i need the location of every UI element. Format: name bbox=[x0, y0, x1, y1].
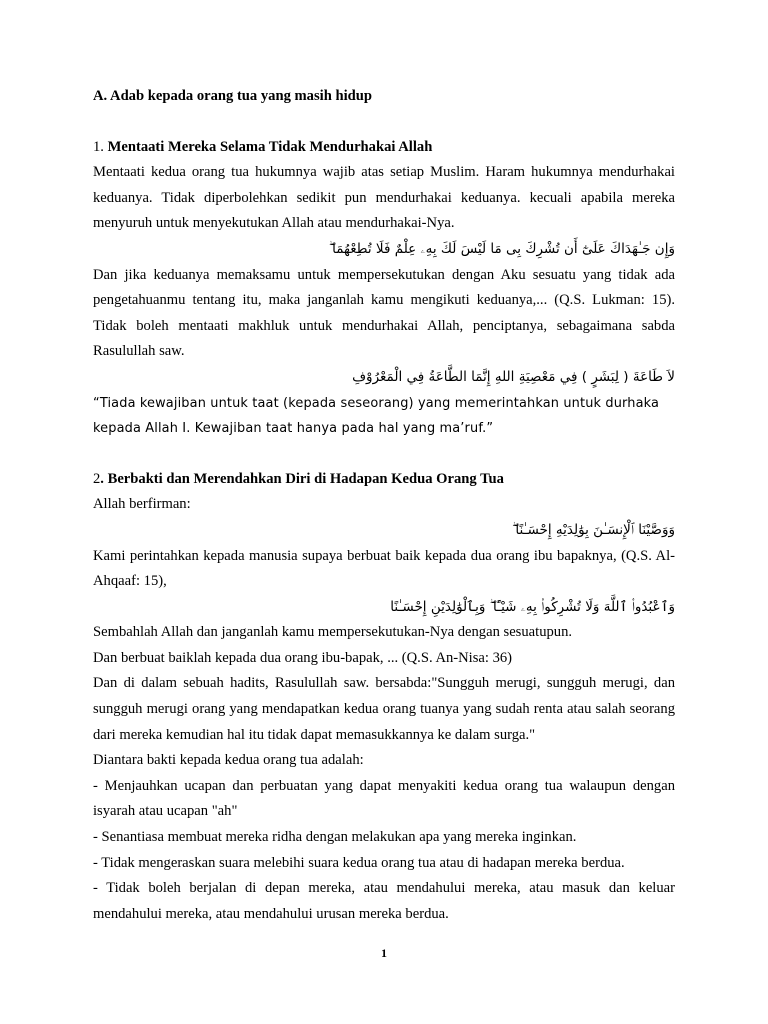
list-item: - Tidak mengeraskan suara melebihi suara kedua orang tua atau di hadapan mereka berdua. bbox=[93, 854, 625, 871]
point-2-title: . Berbakti dan Merendahkan Diri di Hadapan Kedua Orang Tua bbox=[100, 470, 504, 487]
point-2-line-1: Sembahlah Allah dan janganlah kamu mempersekutukan-Nya dengan sesuatupun. bbox=[93, 624, 573, 641]
point-1-number: 1. bbox=[93, 138, 108, 155]
point-2-intro: Allah berfirman: bbox=[93, 496, 191, 513]
arabic-hadith-1: لاَ طَاعَةَ ( لِبَشَرٍ ) فِي مَعْصِيَةِ اللهِ إِنَّمَا الطَّاعَةُ فِي الْمَعْرُوْفِ bbox=[352, 368, 675, 385]
page-number: 1 bbox=[381, 946, 387, 960]
point-1-paragraph-2: Dan jika keduanya memaksamu untuk mempersekutukan dengan Aku sesuatu yang tidak ada pengetahuanmu tentang itu, maka janganlah kamu mengikuti keduanya,... (Q.S. Lukman: 15). Tidak boleh mentaati makhluk untuk mendurhakai Allah, penciptanya, sebagaimana sabda Rasulullah saw. bbox=[93, 266, 675, 360]
document-page bbox=[93, 84, 675, 927]
section-title: A. Adab kepada orang tua yang masih hidup bbox=[93, 88, 372, 104]
point-2-heading bbox=[93, 467, 675, 493]
arabic-verse-2: وَوَصَّيْنَا ٱلْإِنسَـٰنَ بِوَٰلِدَيْهِ إِحْسَـٰنًا ۖ bbox=[511, 521, 675, 538]
list-item: - Senantiasa membuat mereka ridha dengan melakukan apa yang mereka inginkan. bbox=[93, 829, 577, 846]
point-1-heading bbox=[93, 135, 675, 161]
point-2-paragraph: Kami perintahkan kepada manusia supaya berbuat baik kepada dua orang ibu bapaknya, (Q.S. Al-Ahqaaf: 15), bbox=[93, 547, 675, 590]
arabic-verse-1: وَإِن جَـٰهَدَاكَ عَلَىٰٓ أَن تُشْرِكَ بِى مَا لَيْسَ لَكَ بِهِۦ عِلْمٌ فَلَا تُطِعْهُمَا ۖ bbox=[328, 240, 675, 257]
arabic-verse-3: وَٱعْبُدُوا۟ ٱللَّهَ وَلَا تُشْرِكُوا۟ بِهِۦ شَيْـًٔا ۖ وَبِٱلْوَٰلِدَيْنِ إِحْسَـٰنًا bbox=[390, 598, 675, 615]
list-item: - Menjauhkan ucapan dan perbuatan yang dapat menyakiti kedua orang tua walaupun dengan isyarah atau ucapan "ah" bbox=[93, 777, 675, 820]
hadith-translation-quote: “Tiada kewajiban untuk taat (kepada seseorang) yang memerintahkan untuk durhaka kepada Allah I. Kewajiban taat hanya pada hal yang ma’ruf.” bbox=[93, 395, 660, 437]
point-2-line-2: Dan berbuat baiklah kepada dua orang ibu-bapak, ... (Q.S. An-Nisa: 36) bbox=[93, 649, 513, 666]
list-item: - Tidak boleh berjalan di depan mereka, atau mendahului mereka, atau masuk dan keluar mendahului mereka, atau mendahului urusan mereka berdua. bbox=[93, 880, 675, 922]
point-2-number: 2 bbox=[93, 470, 101, 487]
list-intro: Diantara bakti kepada kedua orang tua adalah: bbox=[93, 752, 364, 769]
point-1-title: Mentaati Mereka Selama Tidak Mendurhakai Allah bbox=[107, 138, 433, 155]
point-1-paragraph: Mentaati kedua orang tua hukumnya wajib atas setiap Muslim. Haram hukumnya mendurhakai keduanya. Tidak diperbolehkan sedikit pun mendurhakai keduanya. kecuali apabila mereka menyuruh untuk menyekutukan Allah atau mendurhakai-Nya. bbox=[93, 164, 675, 232]
hadith-paragraph: Dan di dalam sebuah hadits, Rasulullah saw. bersabda:"Sungguh merugi, sungguh merugi, dan sungguh merugi orang yang mendapatkan kedua orang tuanya yang sudah renta atau salah seorang dari mereka kemudian hal itu tidak dapat memasukkannya ke dalam surga." bbox=[93, 675, 675, 743]
